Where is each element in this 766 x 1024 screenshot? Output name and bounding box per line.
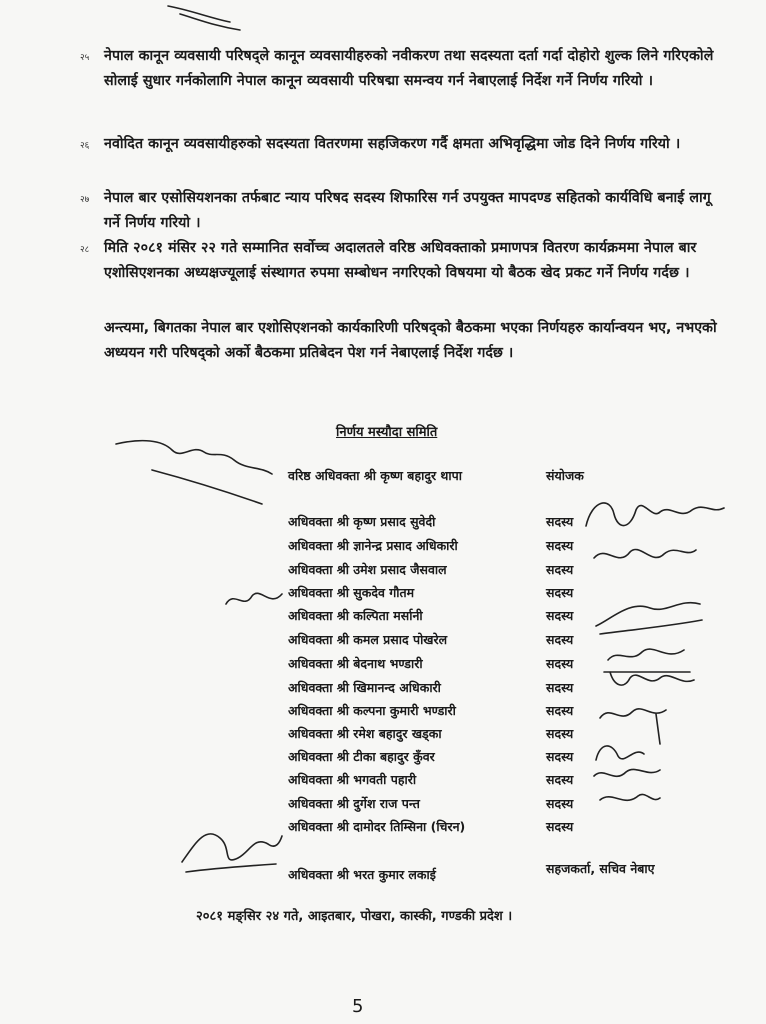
member-name-row: अधिवक्ता श्री उमेश प्रसाद जैसवाल xyxy=(288,562,447,577)
member-name-row: अधिवक्ता श्री टीका बहादुर कुँवर xyxy=(288,749,435,764)
member-role: सदस्य xyxy=(546,608,574,623)
decision-item-26 xyxy=(80,132,720,157)
item-number: २६ xyxy=(80,141,90,151)
signature-member-8 xyxy=(600,664,700,694)
decision-item-25 xyxy=(80,44,720,94)
page-number: 5 xyxy=(352,996,364,1017)
member-name-row: अधिवक्ता श्री ज्ञानेन्द्र प्रसाद अधिकारी xyxy=(288,538,458,553)
member-name-row: अधिवक्ता श्री कृष्ण प्रसाद सुवेदी xyxy=(288,514,436,529)
member-role: सदस्य xyxy=(546,703,574,718)
member-role: सदस्य xyxy=(546,749,574,764)
member-role: सहजकर्ता, सचिव नेबाए xyxy=(546,861,655,876)
member-name-row: अधिवक्ता श्री दामोदर तिम्सिना (चिरन) xyxy=(288,819,466,834)
member-role: संयोजक xyxy=(546,468,584,483)
item-text: नेपाल बार एसोसियशनका तर्फबाट न्याय परिषद सदस्य शिफारिस गर्न उपयुक्त मापदण्ड सहितको कार्यविधि बनाई लागू गर्ने निर्णय गरियो । xyxy=(104,190,711,231)
member-role: सदस्य xyxy=(546,585,574,600)
member-role: सदस्य xyxy=(546,726,574,741)
signature-member-5 xyxy=(590,590,710,640)
member-role: सदस्य xyxy=(546,562,574,577)
decision-item-28 xyxy=(80,236,720,286)
top-scribble-mark xyxy=(160,0,250,40)
member-role: सदस्य xyxy=(546,772,574,787)
member-name-row: अधिवक्ता श्री बेदनाथ भण्डारी xyxy=(288,656,423,671)
closing-paragraph xyxy=(104,316,724,366)
signature-facilitator xyxy=(176,822,286,882)
member-role: सदस्य xyxy=(546,680,574,695)
member-name-row: अधिवक्ता श्री कमल प्रसाद पोखरेल xyxy=(288,632,448,647)
member-name-row: अधिवक्ता श्री कल्पिता मर्सानी xyxy=(288,608,423,623)
item-text: नेपाल कानून व्यवसायी परिषद्ले कानून व्यवसायीहरुको नवीकरण तथा सदस्यता दर्ता गर्दा दोहोरो शुल्क लिने गरिएकोले सोलाई सुधार गर्नकोलागि नेपाल कानून व्यवसायी परिषद्मा समन्वय गर्न नेबाएलाई निर्देश गर्ने निर्णय गरियो । xyxy=(104,48,714,89)
member-role: सदस्य xyxy=(546,819,574,834)
member-name-row: अधिवक्ता श्री सुकदेव गौतम xyxy=(288,585,415,600)
member-name-row: अधिवक्ता श्री दुर्गेश राज पन्त xyxy=(288,796,420,811)
member-name-row: अधिवक्ता श्री रमेश बहादुर खड्का xyxy=(288,726,442,741)
member-name-row: वरिष्ठ अधिवक्ता श्री कृष्ण बहादुर थापा xyxy=(288,468,462,483)
item-number: २८ xyxy=(80,245,90,255)
item-text: नवोदित कानून व्यवसायीहरुको सदस्यता वितरणमा सहजिकरण गर्दै क्षमता अभिवृद्धिमा जोड दिने निर्णय गरियो । xyxy=(104,136,681,152)
item-text: मिति २०८१ मंसिर २२ गते सम्मानित सर्वोच्च अदालतले वरिष्ठ अधिवक्ताको प्रमाणपत्र वितरण कार्यक्रममा नेपाल बार एशोसिएशनका अध्यक्षज्यूलाई संस्थागत रुपमा सम्बोधन नगरिएको विषयमा यो बैठक खेद प्रकट गर्ने निर्णय गर्दछ । xyxy=(104,240,697,281)
signature-member-2 xyxy=(590,538,700,572)
signature-coordinator xyxy=(112,430,282,510)
signature-member-1 xyxy=(580,490,730,540)
item-number: २५ xyxy=(80,53,90,63)
footer-date-location: २०८१ मङ्सिर २४ गते, आइतबार, पोखरा, कास्की, गण्डकी प्रदेश । xyxy=(196,909,513,924)
member-name-row: अधिवक्ता श्री कल्पना कुमारी भण्डारी xyxy=(288,703,456,718)
member-role: सदस्य xyxy=(546,632,574,647)
member-role: सदस्य xyxy=(546,538,574,553)
member-role: सदस्य xyxy=(546,656,574,671)
member-name-row: अधिवक्ता श्री खिमानन्द अधिकारी xyxy=(288,680,441,695)
member-role: सदस्य xyxy=(546,514,574,529)
member-name-row: अधिवक्ता श्री भगवती पहारी xyxy=(288,772,417,787)
committee-title: निर्णय मस्यौदा समिति xyxy=(336,425,438,440)
decision-item-27 xyxy=(80,186,720,236)
member-role: सदस्य xyxy=(546,796,574,811)
signature-member-4 xyxy=(222,584,292,614)
closing-text: अन्त्यमा, बिगतका नेपाल बार एशोसिएशनको कार्यकारिणी परिषद्को बैठकमा भएका निर्णयहरु कार्यान्वयन भए, नभएको अध्ययन गरी परिषद्को अर्को बैठकमा प्रतिबेदन पेश गर्न नेबाएलाई निर्देश गर्दछ । xyxy=(104,320,717,361)
member-name-row: अधिवक्ता श्री भरत कुमार लकाई xyxy=(288,867,436,882)
signature-member-12 xyxy=(590,760,670,820)
item-number: २७ xyxy=(80,195,90,205)
